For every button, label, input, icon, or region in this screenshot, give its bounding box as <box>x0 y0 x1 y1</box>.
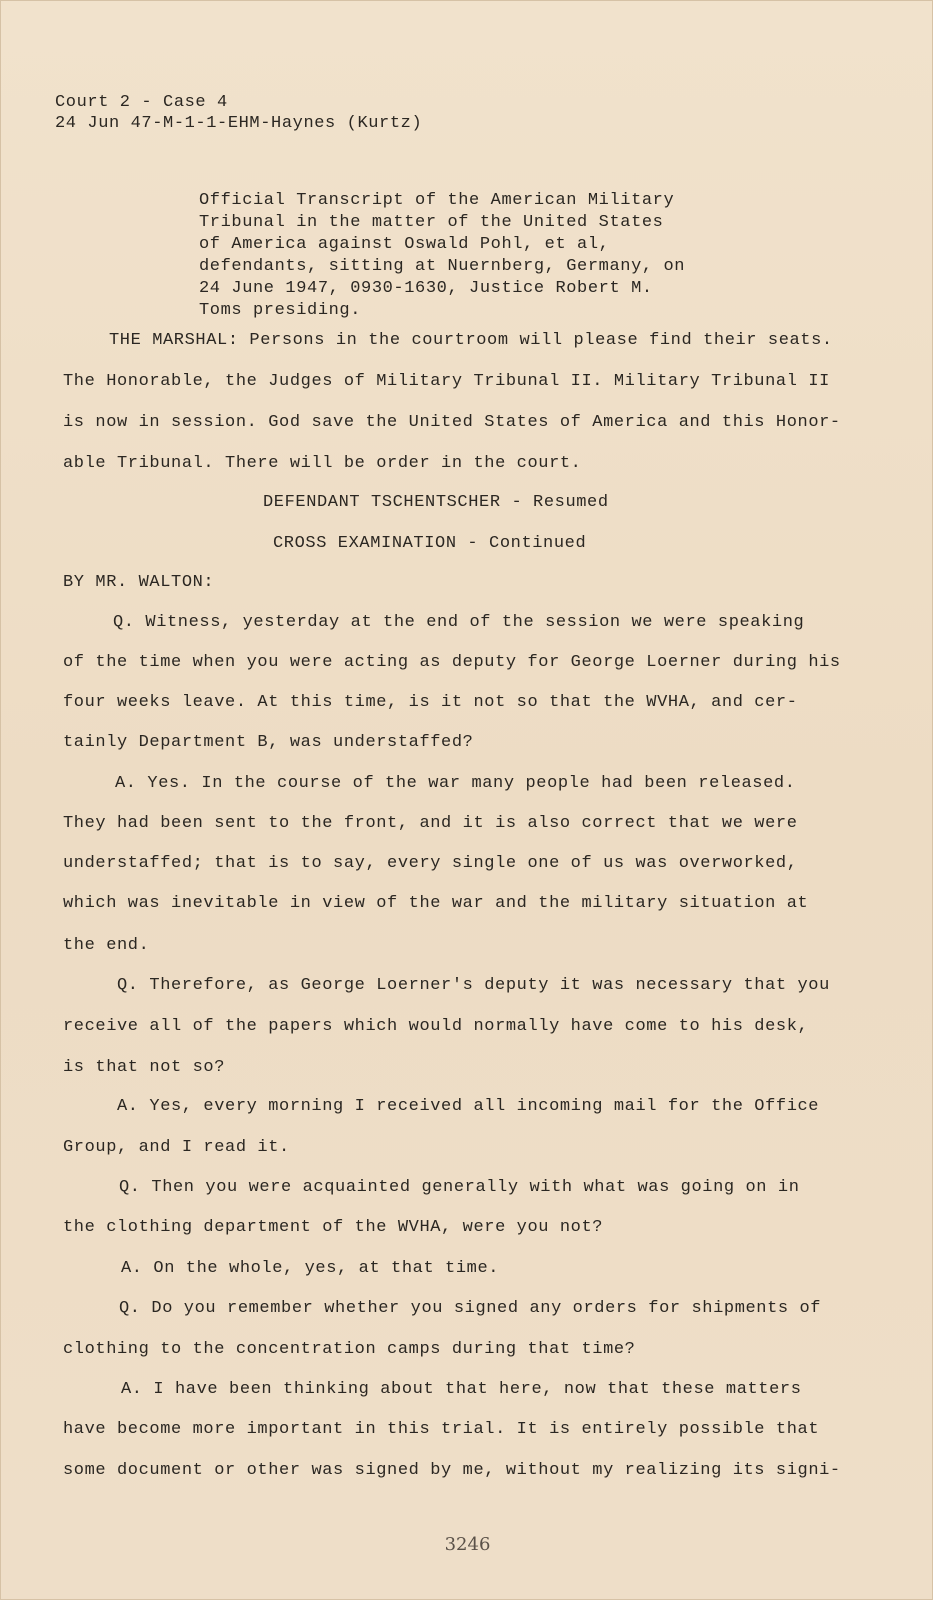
question-line: Q. Witness, yesterday at the end of the session we were speaking <box>113 613 805 632</box>
intro-line: of America against Oswald Pohl, et al, <box>199 235 610 254</box>
body-line: The Honorable, the Judges of Military Tribunal II. Military Tribunal II <box>63 372 830 391</box>
body-line: understaffed; that is to say, every single one of us was overworked, <box>63 854 798 873</box>
body-line: is now in session. God save the United States of America and this Honor- <box>63 413 841 432</box>
answer-line: A. Yes. In the course of the war many people had been released. <box>115 774 796 793</box>
intro-line: Tribunal in the matter of the United States <box>199 213 664 232</box>
question-line: Q. Therefore, as George Loerner's deputy it was necessary that you <box>117 976 830 995</box>
body-line: is that not so? <box>63 1058 226 1077</box>
defendant-heading: DEFENDANT TSCHENTSCHER - Resumed <box>263 493 609 512</box>
body-line: receive all of the papers which would normally have come to his desk, <box>63 1017 809 1036</box>
case-line: Court 2 - Case 4 <box>55 93 228 112</box>
examiner-line: BY MR. WALTON: <box>63 573 215 592</box>
intro-line: 24 June 1947, 0930-1630, Justice Robert M. <box>199 279 653 298</box>
marshal-line: THE MARSHAL: Persons in the courtroom will please find their seats. <box>109 331 833 350</box>
question-line: Q. Do you remember whether you signed any orders for shipments of <box>119 1299 822 1318</box>
page-number: 3246 <box>444 1534 491 1555</box>
body-line: of the time when you were acting as deputy for George Loerner during his <box>63 653 841 672</box>
body-line: They had been sent to the front, and it is also correct that we were <box>63 814 798 833</box>
intro-line: Toms presiding. <box>199 301 362 320</box>
examination-heading: CROSS EXAMINATION - Continued <box>273 534 587 553</box>
body-line: four weeks leave. At this time, is it not so that the WVHA, and cer- <box>63 693 798 712</box>
intro-line: defendants, sitting at Nuernberg, Germany, on <box>199 257 686 276</box>
body-line: some document or other was signed by me, without my realizing its signi- <box>63 1461 841 1480</box>
body-line: clothing to the concentration camps during that time? <box>63 1340 636 1359</box>
question-line: Q. Then you were acquainted generally with what was going on in <box>119 1178 800 1197</box>
answer-line: A. On the whole, yes, at that time. <box>121 1259 500 1278</box>
answer-line: A. Yes, every morning I received all incoming mail for the Office <box>117 1097 820 1116</box>
body-line: able Tribunal. There will be order in the court. <box>63 454 582 473</box>
intro-line: Official Transcript of the American Military <box>199 191 675 210</box>
body-line: the clothing department of the WVHA, were you not? <box>63 1218 604 1237</box>
body-line: Group, and I read it. <box>63 1138 290 1157</box>
session-line: 24 Jun 47-M-1-1-EHM-Haynes (Kurtz) <box>55 114 423 133</box>
body-line: tainly Department B, was understaffed? <box>63 733 474 752</box>
answer-line: A. I have been thinking about that here, now that these matters <box>121 1380 802 1399</box>
body-line: have become more important in this trial. It is entirely possible that <box>63 1420 820 1439</box>
body-line: which was inevitable in view of the war and the military situation at <box>63 894 809 913</box>
body-line: the end. <box>63 936 150 955</box>
